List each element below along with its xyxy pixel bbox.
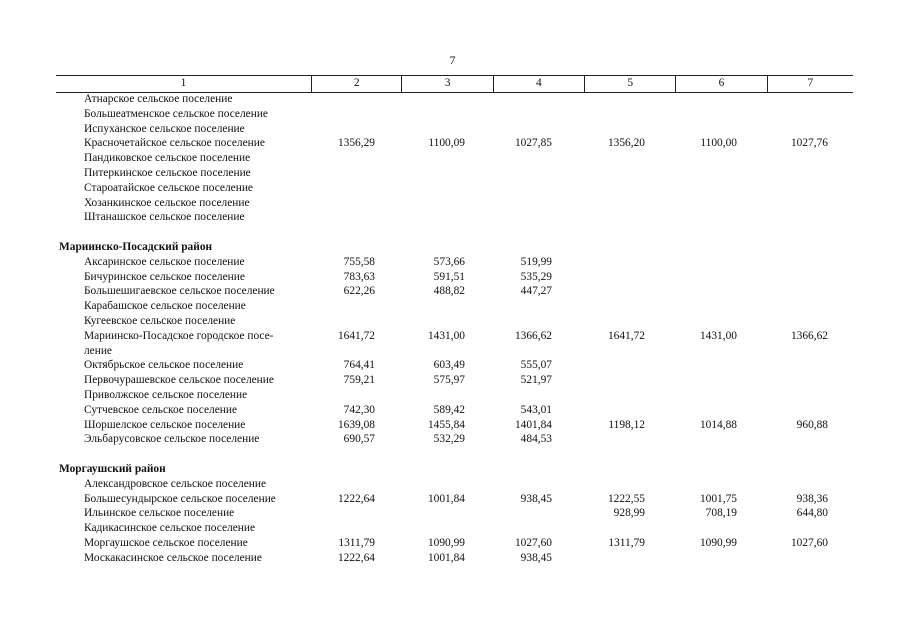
district-heading-row [0, 240, 905, 255]
value-col-4: 1027,85 [514, 137, 552, 150]
settlement-name: Аксаринское сельское поселение [84, 255, 245, 268]
value-col-6: 1431,00 [699, 329, 737, 342]
value-col-4: 1366,62 [514, 329, 552, 342]
settlement-name: Сутчевское сельское поселение [84, 403, 238, 416]
value-col-2: 759,21 [343, 374, 375, 387]
value-col-2: 783,63 [343, 270, 375, 283]
value-col-7: 1366,62 [790, 329, 828, 342]
district-name: Моргаушский район [59, 463, 166, 475]
value-col-7: 1027,60 [790, 537, 828, 549]
value-col-3: 1090,99 [427, 537, 465, 549]
column-header-4: 4 [493, 76, 584, 92]
table-row [0, 210, 905, 225]
settlement-name: Моргаушское сельское поселение [84, 537, 248, 549]
value-col-4: 1027,60 [514, 537, 552, 549]
value-col-2: 755,58 [343, 255, 375, 268]
value-col-7: 960,88 [796, 418, 828, 431]
settlement-name: Большеатменское сельское поселение [84, 107, 268, 120]
district-heading-row [0, 462, 905, 477]
value-col-2: 622,26 [343, 285, 375, 298]
settlement-name: Красночетайское сельское поселение [84, 137, 265, 150]
value-col-7: 1027,76 [790, 137, 828, 150]
value-col-2: 742,30 [343, 403, 375, 416]
table-row [0, 551, 905, 566]
settlement-name: Кадикасинское сельское поселение [84, 522, 255, 535]
value-col-2: 1639,08 [337, 418, 375, 431]
value-col-4: 938,45 [520, 551, 552, 564]
table-row [0, 344, 905, 359]
value-col-5: 1222,55 [607, 492, 645, 505]
value-col-2: 690,57 [343, 433, 375, 446]
settlement-name: Испуханское сельское поселение [84, 122, 245, 135]
value-col-5: 1356,20 [607, 137, 645, 150]
table-row [0, 270, 905, 285]
value-col-3: 532,29 [433, 433, 465, 446]
table-row [0, 107, 905, 122]
value-col-3: 1001,84 [427, 492, 465, 505]
table-row [0, 299, 905, 314]
value-col-3: 591,51 [433, 270, 465, 283]
settlement-name: Приволжское сельское поселение [84, 389, 248, 401]
table-row [0, 506, 905, 521]
table-row [0, 521, 905, 536]
column-header-7: 7 [767, 76, 853, 92]
table-row [0, 314, 905, 329]
value-col-4: 938,45 [520, 492, 552, 505]
settlement-name: Первочурашевское сельское поселение [84, 374, 274, 387]
value-col-4: 543,01 [520, 403, 552, 416]
value-col-3: 589,42 [433, 403, 465, 416]
settlement-name: Большесундырское сельское поселение [84, 492, 276, 505]
column-header-5: 5 [584, 76, 675, 92]
table-row [0, 418, 905, 433]
table-row [0, 492, 905, 507]
value-col-7: 644,80 [796, 507, 828, 520]
table-row [0, 136, 905, 151]
blank-row [0, 225, 905, 240]
value-col-4: 535,29 [520, 270, 552, 283]
table-row [0, 122, 905, 137]
value-col-3: 1100,09 [428, 137, 465, 150]
settlement-name: Мариинско-Посадское городское посе- [84, 329, 274, 342]
settlement-name: Штанашское сельское поселение [84, 211, 245, 224]
table-row [0, 373, 905, 388]
settlement-name: Александровское сельское поселение [84, 477, 266, 490]
value-col-2: 1222,64 [337, 551, 375, 564]
settlement-name: Кугеевское сельское поселение [84, 315, 236, 327]
value-col-6: 1090,99 [699, 537, 737, 549]
settlement-name: ление [84, 344, 112, 357]
table-row [0, 196, 905, 211]
column-header-1: 1 [180, 77, 187, 89]
value-col-2: 1641,72 [337, 329, 375, 342]
table-row [0, 151, 905, 166]
table-row [0, 255, 905, 270]
table-row [0, 477, 905, 492]
table-row [0, 181, 905, 196]
table-row [0, 388, 905, 403]
value-col-4: 1401,84 [514, 418, 552, 431]
value-col-7: 938,36 [796, 492, 828, 505]
settlement-name: Пандиковское сельское поселение [84, 152, 251, 165]
column-header-6: 6 [675, 76, 766, 92]
column-header-3: 3 [401, 76, 492, 92]
settlement-name: Большешигаевское сельское поселение [84, 285, 275, 298]
settlement-name: Эльбарусовское сельское поселение [84, 433, 260, 446]
settlement-name: Атнарское сельское поселение [84, 93, 233, 105]
table-row [0, 284, 905, 299]
value-col-3: 488,82 [433, 285, 465, 298]
value-col-5: 1311,79 [608, 537, 645, 549]
value-col-2: 764,41 [343, 359, 375, 372]
value-col-5: 928,99 [613, 507, 645, 520]
district-name: Мариинско-Посадский район [59, 241, 213, 253]
table-row [0, 166, 905, 181]
value-col-6: 1001,75 [699, 492, 737, 505]
value-col-2: 1356,29 [337, 137, 375, 150]
value-col-2: 1311,79 [338, 537, 375, 549]
value-col-3: 573,66 [433, 255, 465, 268]
value-col-6: 1100,00 [700, 137, 737, 150]
table-row [0, 432, 905, 447]
value-col-3: 1431,00 [427, 329, 465, 342]
settlement-name: Октябрьское сельское поселение [84, 359, 244, 372]
settlement-name: Староатайское сельское поселение [84, 181, 253, 194]
value-col-3: 1001,84 [427, 551, 465, 564]
value-col-4: 519,99 [520, 255, 552, 268]
value-col-3: 1455,84 [427, 418, 465, 431]
table-row [0, 536, 905, 551]
value-col-3: 603,49 [433, 359, 465, 372]
table-row [0, 329, 905, 344]
value-col-4: 555,07 [520, 359, 552, 372]
settlement-name: Шоршелское сельское поселение [84, 418, 246, 431]
table-row [0, 403, 905, 418]
value-col-5: 1641,72 [607, 329, 645, 342]
table-row [0, 92, 905, 107]
value-col-4: 521,97 [520, 374, 552, 387]
settlement-name: Хозанкинское сельское поселение [84, 196, 250, 209]
value-col-3: 575,97 [433, 374, 465, 387]
value-col-5: 1198,12 [608, 418, 645, 431]
page-number: 7 [449, 53, 456, 67]
value-col-4: 447,27 [520, 285, 552, 298]
value-col-6: 708,19 [705, 507, 737, 520]
value-col-2: 1222,64 [337, 492, 375, 505]
settlement-name: Питеркинское сельское поселение [84, 167, 251, 179]
table-row [0, 358, 905, 373]
table-header [56, 75, 853, 93]
blank-row [0, 447, 905, 462]
value-col-6: 1014,88 [699, 418, 737, 431]
value-col-4: 484,53 [520, 433, 552, 446]
settlement-name: Москакасинское сельское поселение [84, 551, 262, 564]
column-header-2: 2 [311, 76, 401, 92]
settlement-name: Бичуринское сельское поселение [84, 270, 245, 283]
settlement-name: Карабашское сельское поселение [84, 300, 246, 313]
settlement-name: Ильинское сельское поселение [84, 507, 235, 520]
